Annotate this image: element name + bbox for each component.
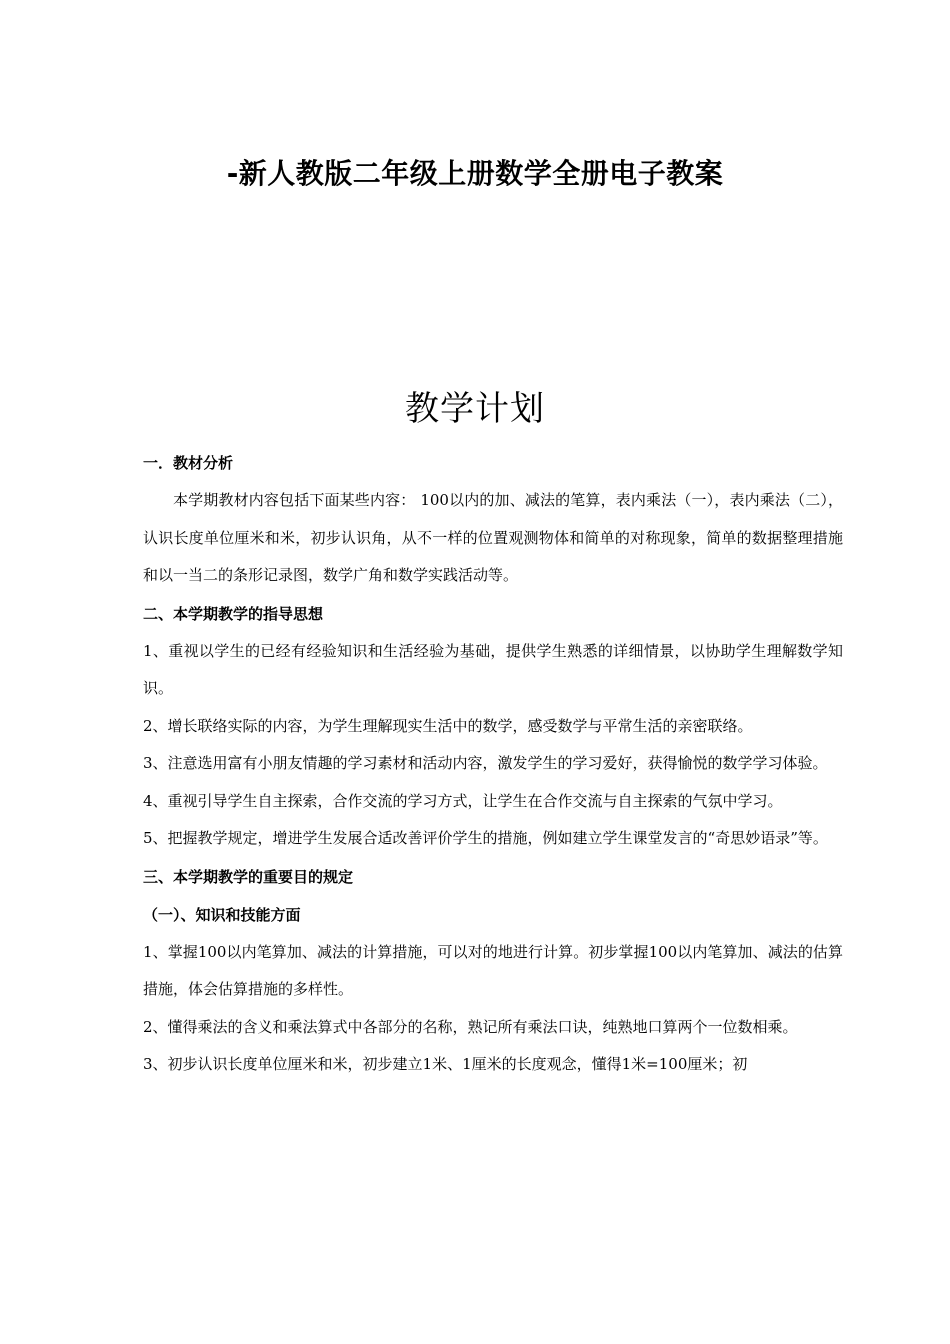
paragraph-textbook-content: 本学期教材内容包括下面某些内容： 100以内的加、减法的笔算，表内乘法（一），表内乘法（二），认识长度单位厘米和米，初步认识角，从不一样的位置观测物体和简单的对称现象，简单的数据整理措施和以一当二的条形记录图，数学广角和数学实践活动等。 (143, 491, 843, 584)
paragraph-goal-2: 2、懂得乘法的含义和乘法算式中各部分的名称，熟记所有乘法口诀，纯熟地口算两个一位数相乘。 (143, 1017, 798, 1036)
heading-textbook-analysis: 一．教材分析 (143, 454, 234, 472)
heading-teaching-goals: 三、本学期教学的重要目的规定 (143, 867, 354, 886)
paragraph-guideline-2: 2、增长联络实际的内容，为学生理解现实生活中的数学，感受数学与平常生活的亲密联络。 (143, 716, 753, 735)
paragraph-guideline-1: 1、重视以学生的已经有经验知识和生活经验为基础，提供学生熟悉的详细情景，以协助学生理解数学知识。 (143, 641, 843, 697)
document-title: -新人教版二年级上册数学全册电子教案 (226, 157, 724, 190)
document-body (143, 444, 843, 1084)
paragraph-goal-1: 1、掌握100以内笔算加、减法的计算措施，可以对的地进行计算。初步掌握100以内笔算加、减法的估算措施，体会估算措施的多样性。 (143, 942, 843, 998)
subheading-knowledge-skills: （一）、知识和技能方面 (143, 905, 301, 924)
paragraph-goal-3: 3、初步认识长度单位厘米和米，初步建立1米、1厘米的长度观念，懂得1米=100厘米；初 (143, 1055, 748, 1073)
paragraph-guideline-5: 5、把握教学规定，增进学生发展合适改善评价学生的措施，例如建立学生课堂发言的“奇思妙语录”等。 (143, 829, 828, 847)
heading-guiding-ideology: 二、本学期教学的指导思想 (143, 604, 324, 623)
paragraph-guideline-4: 4、重视引导学生自主探索，合作交流的学习方式，让学生在合作交流与自主探索的气氛中学习。 (143, 791, 783, 810)
section-title: 教学计划 (405, 389, 545, 429)
paragraph-guideline-3: 3、注意选用富有小朋友情趣的学习素材和活动内容，激发学生的学习爱好，获得愉悦的数学学习体验。 (143, 754, 828, 772)
